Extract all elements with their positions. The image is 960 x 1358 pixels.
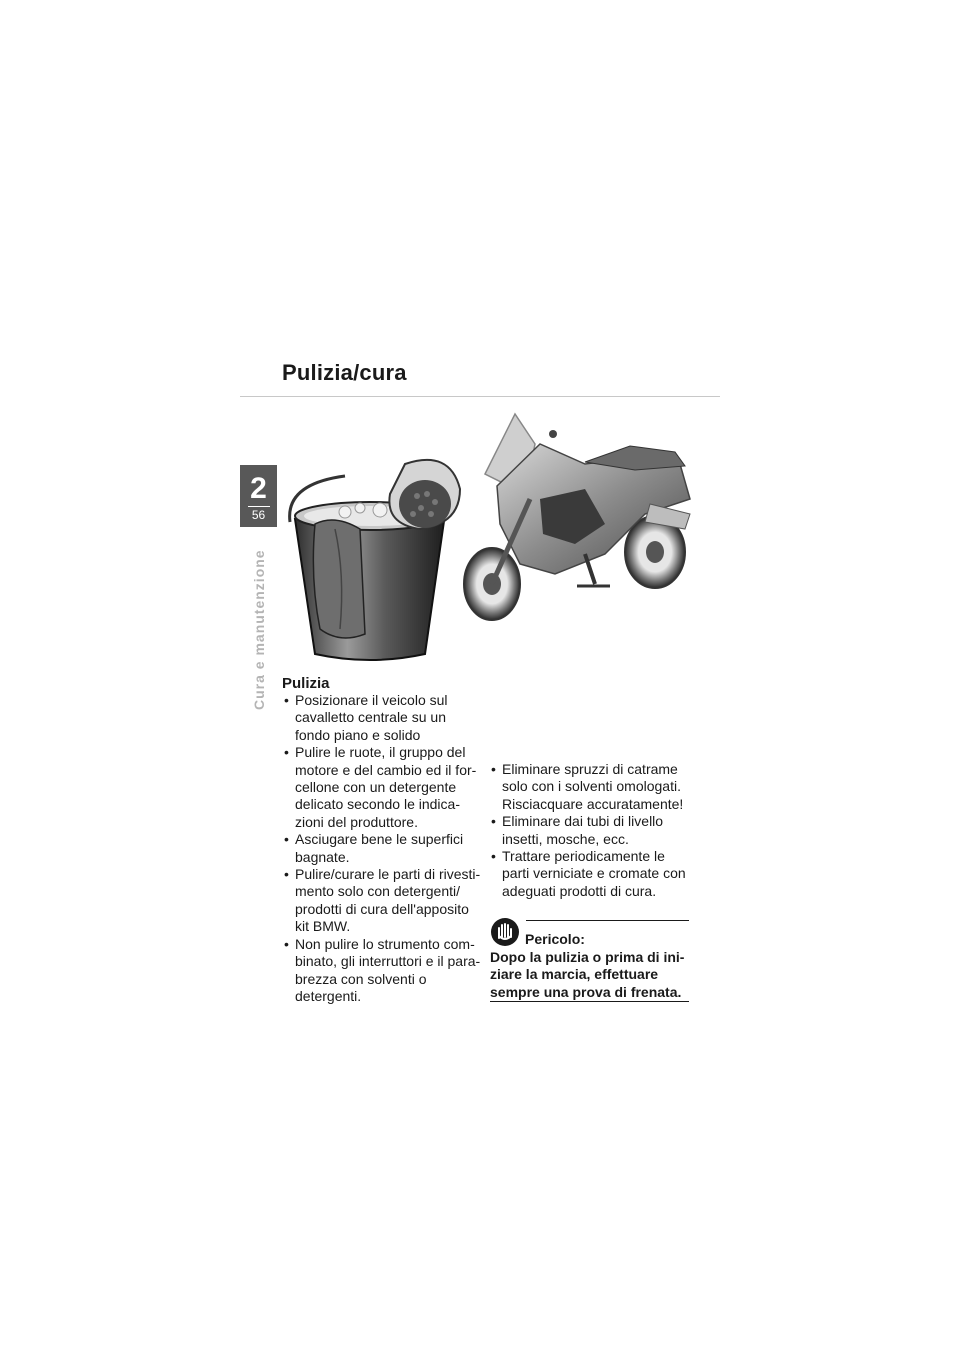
page-title: Pulizia/cura (282, 360, 407, 385)
list-item: • Non pulire lo strumento com-binato, gli interruttori e il para-brezza con solventi o detergenti. (283, 936, 483, 1006)
list-item: • Trattare periodicamente le parti verniciate e cromate con adeguati prodotti di cura. (490, 848, 695, 900)
chapter-tab (240, 465, 277, 527)
section-heading: Pulizia (282, 675, 330, 692)
warning-label: Pericolo: (525, 931, 585, 947)
list-item: • Posizionare il veicolo sul cavalletto centrale su un fondo piano e solido (283, 692, 483, 744)
warning-top-rule (526, 920, 689, 921)
warning-bottom-rule (490, 1001, 689, 1002)
list-item: • Eliminare spruzzi di catrame solo con i solventi omologati. Risciacquare accuratamente! (490, 761, 695, 813)
hand-stop-icon (490, 917, 520, 947)
cleaning-instructions-left (283, 692, 483, 1005)
cleaning-illustration (285, 404, 705, 674)
title-divider (240, 396, 720, 397)
motorcycle-image (464, 414, 690, 620)
list-item: • Asciugare bene le superfici bagnate. (283, 831, 483, 866)
page-number: 56 (251, 508, 266, 522)
list-item: • Eliminare dai tubi di livello insetti, mosche, ecc. (490, 813, 695, 848)
chapter-number: 2 (250, 472, 267, 505)
bucket-image (290, 460, 460, 660)
list-item: • Pulire/curare le parti di rivesti-mento solo con detergenti/ prodotti di cura dell'apposito kit BMW. (283, 866, 483, 936)
list-item: • Pulire le ruote, il gruppo del motore e del cambio ed il for-cellone con un detergente delicato secondo le indica-zioni del produttore. (283, 744, 483, 831)
cleaning-instructions-right (490, 761, 695, 900)
chapter-side-label: Cura e manutenzione (251, 549, 267, 710)
warning-text: Dopo la pulizia o prima di ini-ziare la marcia, effettuare sempre una prova di frenata. (490, 949, 685, 1000)
